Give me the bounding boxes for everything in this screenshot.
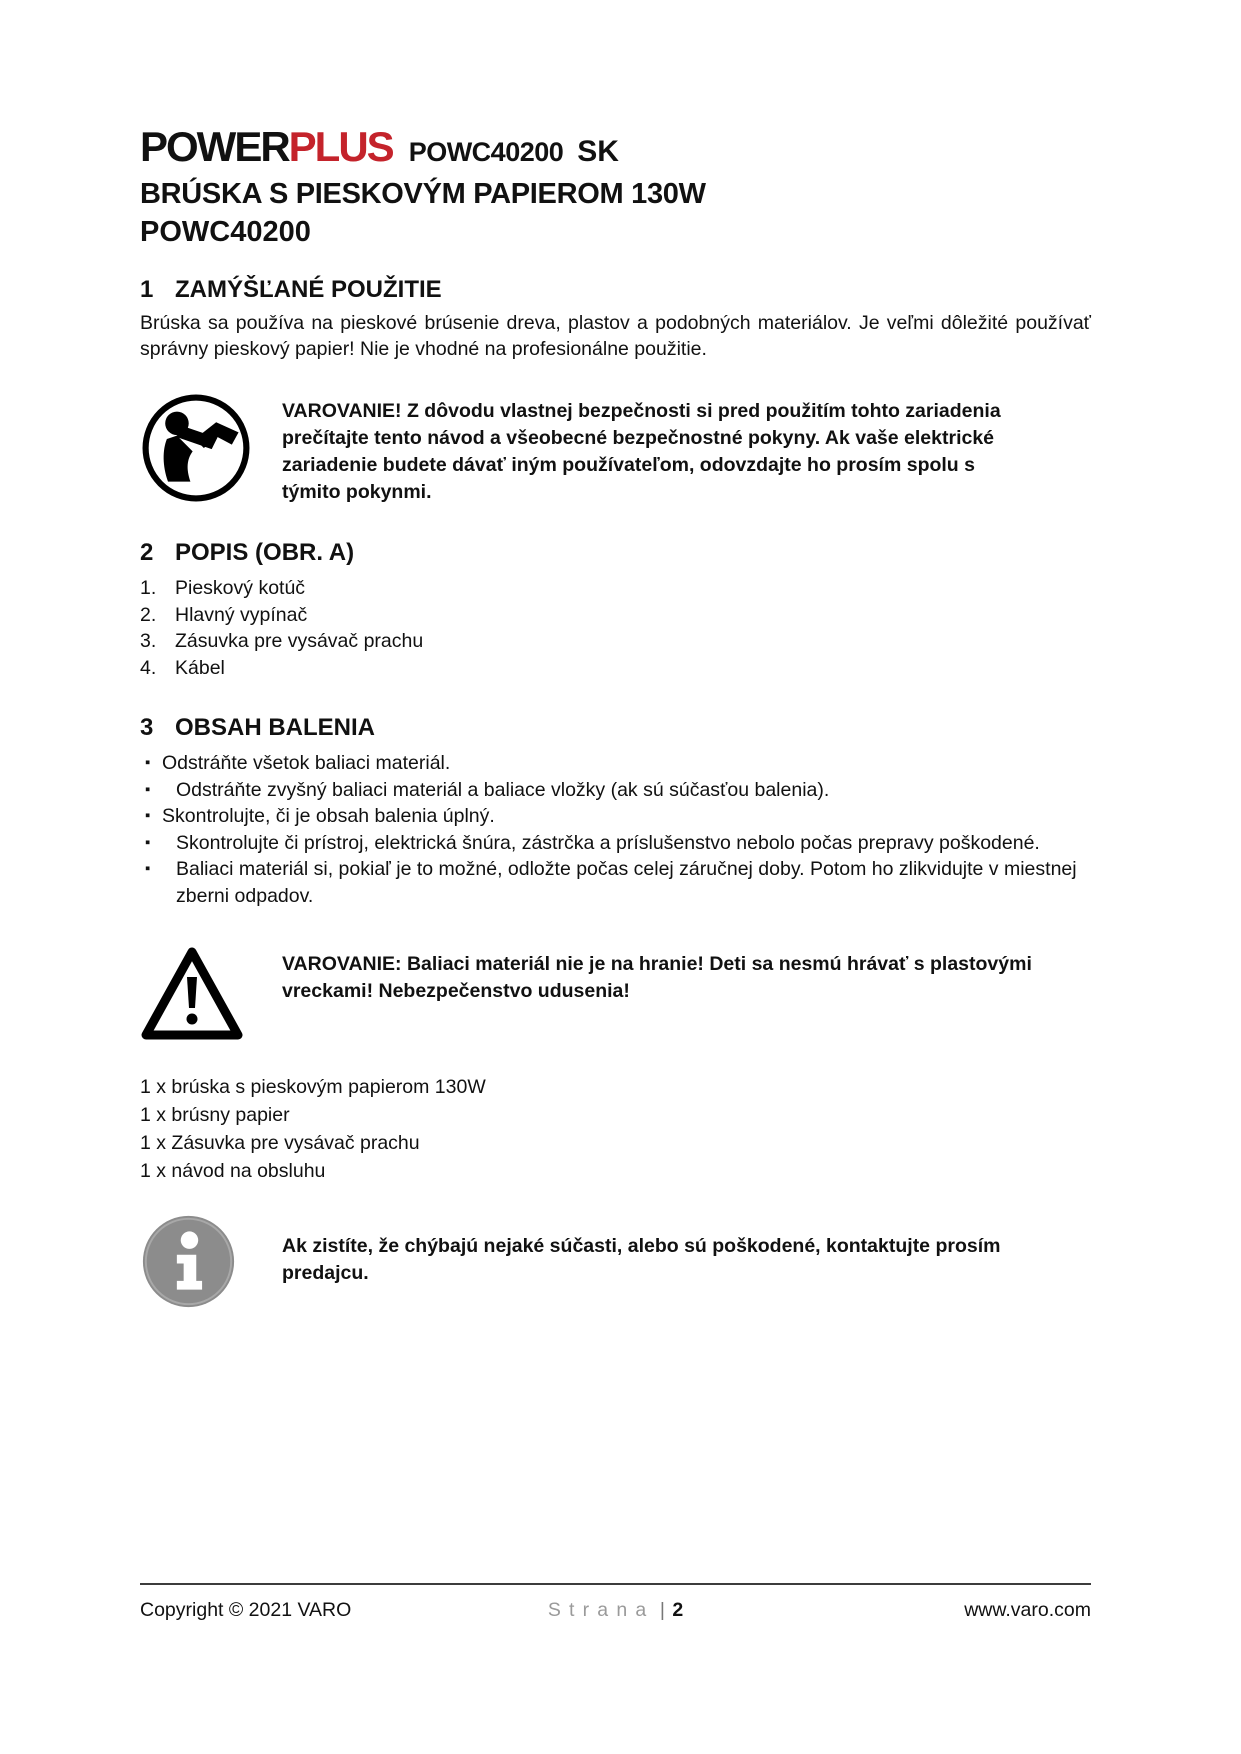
product-code: POWC40200: [140, 216, 311, 248]
footer-page-indicator: [548, 1599, 683, 1622]
list-item: 1 x Zásuvka pre vysávač prachu: [140, 1132, 420, 1154]
header: [140, 123, 1091, 170]
section-3-title: OBSAH BALENIA: [175, 714, 376, 741]
list-item-label: Baliaci materiál si, pokiaľ je to možné, odložte počas celej záručnej doby. Potom ho zlikvidujte v miestnej zberni odpadov.: [176, 858, 1077, 907]
list-item-label: Odstráňte všetok baliaci materiál.: [162, 752, 451, 774]
warning-packaging-text: VAROVANIE: Baliaci materiál nie je na hranie! Deti sa nesmú hrávať s plastovými vreckami! Nebezpečenstvo udusenia!: [282, 953, 1032, 1002]
language-code: SK: [577, 135, 619, 168]
list-item: [140, 602, 1091, 629]
list-item-label: Skontrolujte či prístroj, elektrická šnúra, zástrčka a príslušenstvo nebolo počas prepravy poškodené.: [176, 831, 1040, 854]
footer-page-number: 2: [672, 1599, 684, 1621]
bullet-square-icon: ▪: [145, 754, 151, 771]
section-2-title: POPIS (OBR. A): [175, 539, 355, 566]
brand-logo-plus: PLUS: [288, 123, 393, 170]
section-2-heading: [140, 538, 1091, 568]
list-marker: 3.: [140, 630, 157, 652]
section-3-number: 3: [140, 714, 154, 741]
list-item: [140, 777, 1091, 804]
list-item: 1 x brúsny papier: [140, 1104, 290, 1126]
warning-read-manual-block: [140, 392, 1091, 506]
list-item: 1 x brúska s pieskovým papierom 130W: [140, 1076, 486, 1098]
info-note-text: Ak zistíte, že chýbajú nejaké súčasti, alebo sú poškodené, kontaktujte prosím predajcu.: [282, 1235, 1001, 1284]
bullet-square-icon: ▪: [145, 780, 151, 798]
bullet-square-icon: ▪: [145, 833, 151, 851]
brand-logo-power: POWER: [140, 123, 289, 170]
list-item-label: Skontrolujte, či je obsah balenia úplný.: [162, 805, 495, 827]
bullet-square-icon: ▪: [145, 860, 151, 877]
warning-triangle-icon: [140, 945, 282, 1045]
list-item-label: Kábel: [175, 656, 225, 679]
section-1-body: Brúska sa používa na pieskové brúsenie dreva, plastov a podobných materiálov. Je veľmi dôležité používať správny pieskový papier! Nie je vhodné na profesionálne použitie.: [140, 312, 1091, 360]
footer-website: www.varo.com: [964, 1599, 1091, 1621]
list-item-label: Hlavný vypínač: [175, 603, 308, 626]
list-item: [140, 628, 1091, 655]
footer-page-separator: |: [659, 1599, 665, 1621]
list-marker: 2.: [140, 603, 157, 626]
warning-packaging-block: [140, 945, 1091, 1045]
section-2-number: 2: [140, 539, 154, 566]
section-1-number: 1: [140, 276, 154, 303]
description-list: [140, 575, 1091, 681]
list-item: [140, 830, 1091, 857]
footer-copyright: Copyright © 2021 VARO: [140, 1599, 352, 1621]
read-manual-icon: [140, 392, 282, 504]
list-item: [140, 803, 1091, 830]
list-item-label: Odstráňte zvyšný baliaci materiál a baliace vložky (ak sú súčasťou balenia).: [176, 778, 830, 801]
list-item-label: Pieskový kotúč: [175, 577, 306, 599]
info-note-block: [140, 1213, 1091, 1310]
page-footer: [140, 1583, 1091, 1622]
section-1-heading: [140, 275, 1091, 305]
package-contents-bullets: [140, 750, 1091, 909]
list-item: [140, 655, 1091, 682]
list-marker: 1.: [140, 577, 157, 599]
list-marker: 4.: [140, 656, 157, 679]
list-item: [140, 575, 1091, 602]
section-3-heading: [140, 713, 1091, 743]
bullet-square-icon: ▪: [145, 807, 151, 824]
box-contents-list: [140, 1073, 1091, 1185]
list-item-label: Zásuvka pre vysávač prachu: [175, 630, 424, 652]
warning-read-manual-text: VAROVANIE! Z dôvodu vlastnej bezpečnosti si pred použitím tohto zariadenia prečítajte tento návod a všeobecné bezpečnostné pokyny. Ak vaše elektrické zariadenie budete dávať iným používateľom, odovzdajte ho prosím spolu s týmito pokynmi.: [282, 400, 1001, 503]
footer-page-label: Strana: [547, 1599, 655, 1621]
section-1-title: ZAMÝŠĽANÉ POUŽITIE: [175, 276, 442, 303]
info-icon: [140, 1213, 282, 1310]
list-item: 1 x návod na obsluhu: [140, 1160, 326, 1182]
list-item: [140, 750, 1091, 777]
product-title: BRÚSKA S PIESKOVÝM PAPIEROM 130W: [140, 178, 706, 210]
list-item: [140, 856, 1091, 909]
model-number: POWC40200: [408, 137, 564, 167]
